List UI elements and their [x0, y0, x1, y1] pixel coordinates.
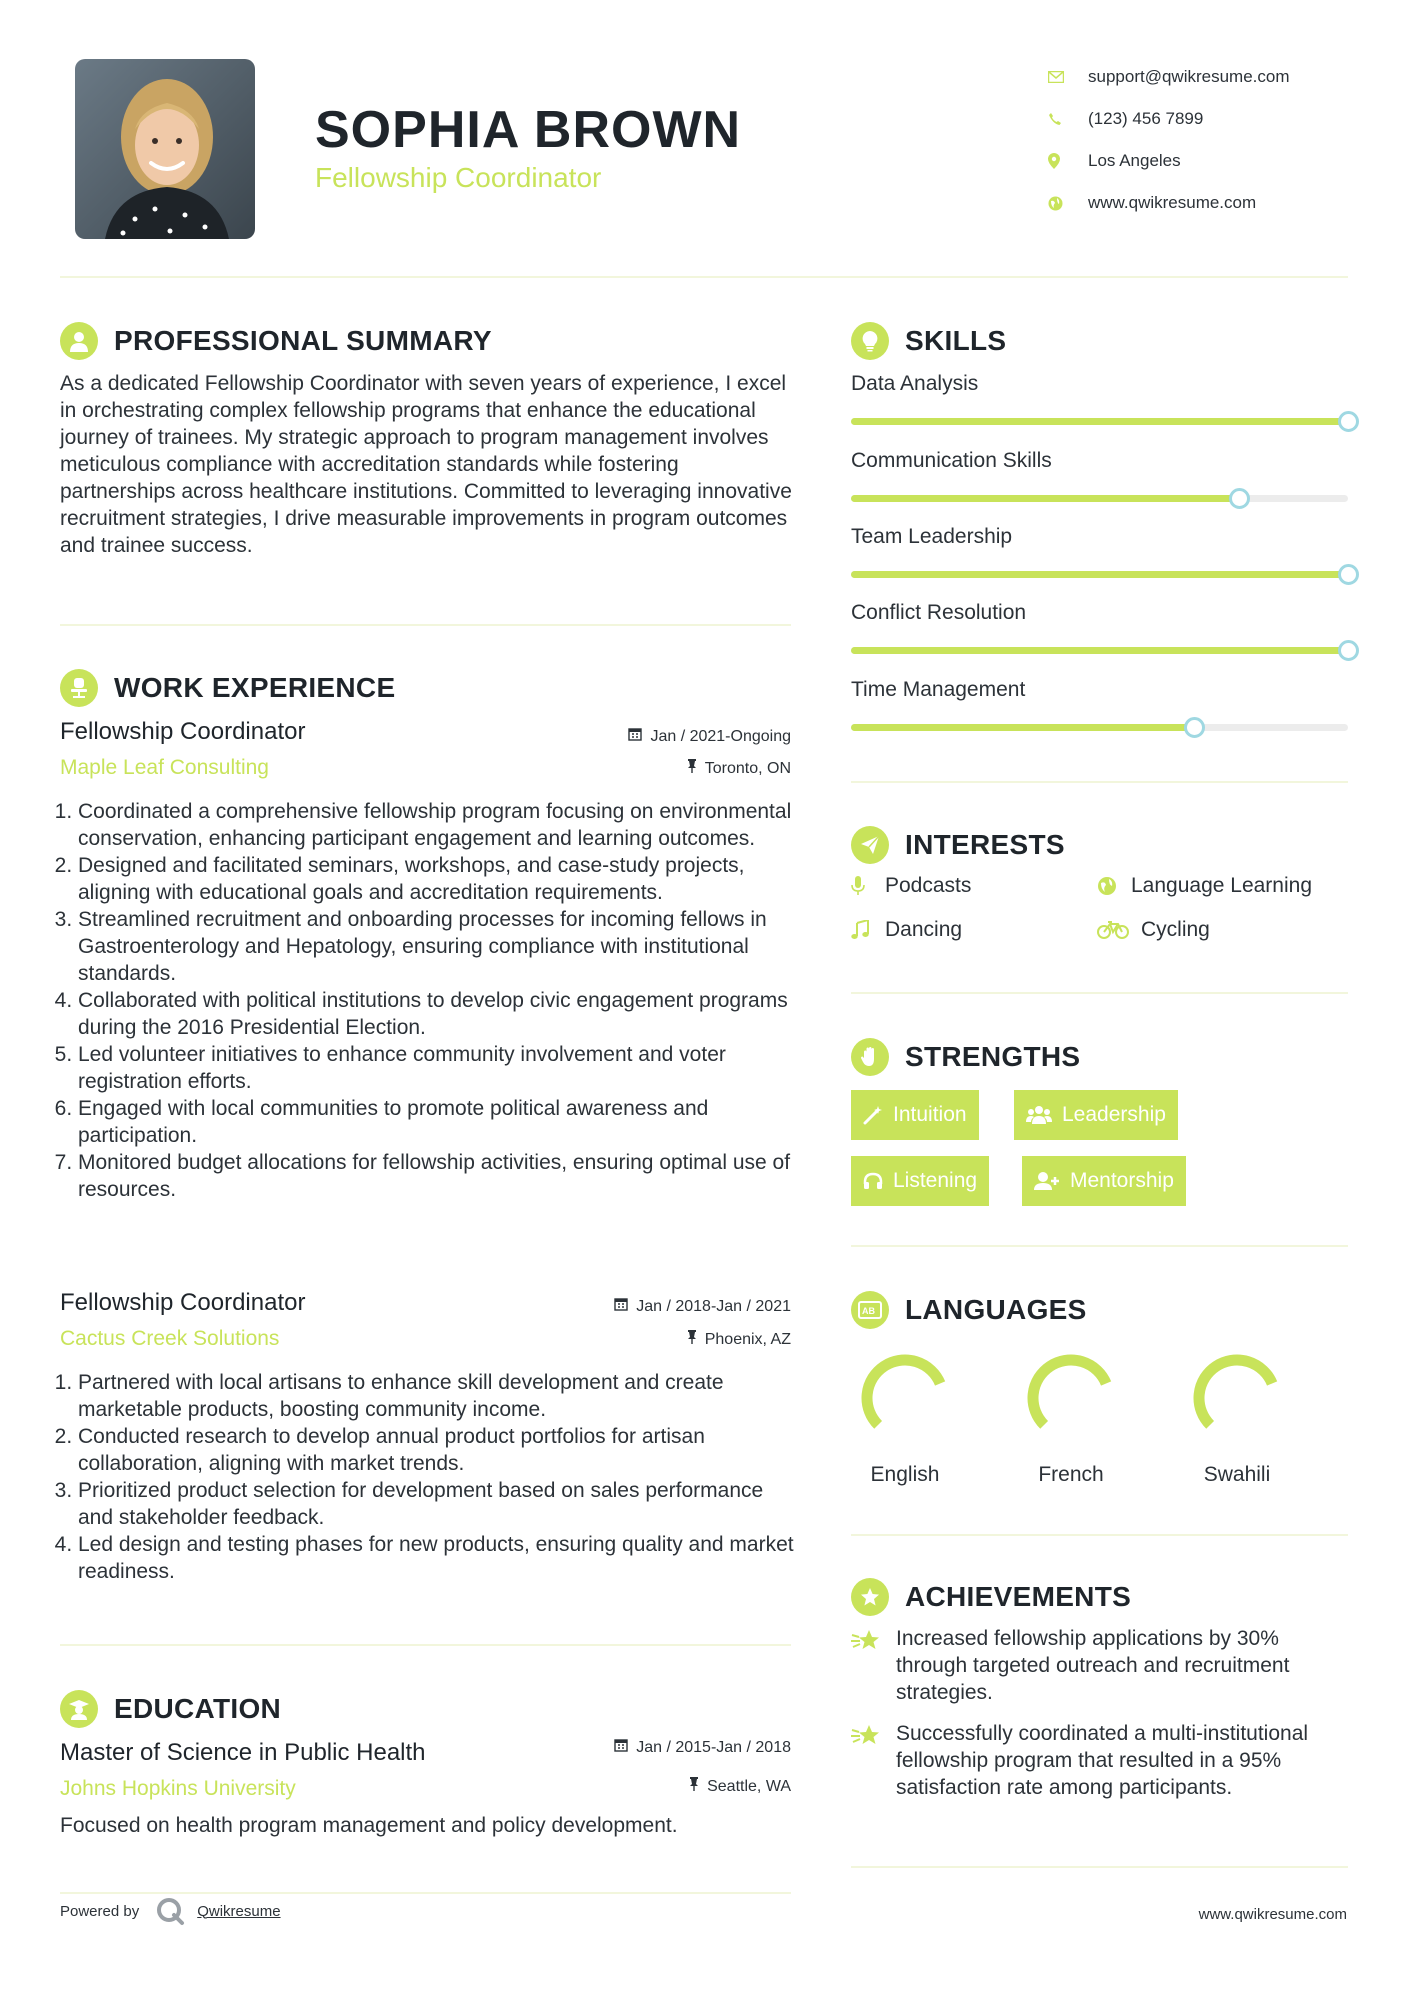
- strength-chip: [851, 1156, 989, 1206]
- language-item: [850, 1346, 960, 1487]
- skill-track: [851, 571, 1348, 578]
- strength-chip: [1022, 1156, 1186, 1206]
- skill-knob: [1184, 717, 1205, 738]
- interests-header: [851, 826, 1065, 864]
- strengths-header: [851, 1038, 1080, 1076]
- duty-item: 4. Collaborated with political institutions to develop civic engagement programs during the 2016 Presidential Election.: [78, 987, 800, 1041]
- graduate-icon: [60, 1690, 98, 1728]
- strengths-divider: [851, 1245, 1348, 1247]
- skill-knob: [1338, 640, 1359, 661]
- interest-item: [851, 918, 962, 942]
- achievement-text: Successfully coordinated a multi-institutional fellowship program that resulted in a 95% satisfaction rate among participants.: [896, 1722, 1309, 1799]
- language-arc: [867, 1360, 940, 1425]
- interest-label: Language Learning: [1131, 874, 1313, 897]
- skill-fill: [851, 418, 1348, 425]
- language-name: French: [1038, 1463, 1104, 1486]
- shooting-star-icon: [851, 1625, 896, 1706]
- duty-item: 3. Prioritized product selection for development based on sales performance and stakeholder feedback.: [78, 1477, 800, 1531]
- hand-icon: [851, 1038, 889, 1076]
- footer-powered-by: [60, 1896, 281, 1926]
- skill-name: Conflict Resolution: [851, 601, 1027, 624]
- interest-label: Cycling: [1141, 918, 1210, 941]
- contact-phone-text: (123) 456 7899: [1088, 109, 1204, 128]
- achievements-title: ACHIEVEMENTS: [905, 1581, 1132, 1612]
- interest-item: [1097, 874, 1312, 898]
- interest-label: Dancing: [885, 918, 963, 941]
- achievements-header: [851, 1578, 1131, 1616]
- globe-icon: [1097, 876, 1131, 896]
- candidate-name: SOPHIA BROWN: [315, 101, 742, 159]
- pushpin-icon: [687, 759, 697, 778]
- experience-divider: [60, 1644, 791, 1646]
- contact-email-text: support@qwikresume.com: [1088, 67, 1290, 86]
- bicycle-icon: [1097, 921, 1141, 939]
- skill-item: [851, 601, 1348, 625]
- contact-email[interactable]: [1048, 56, 1368, 98]
- footer-site[interactable]: www.qwikresume.com: [1198, 1906, 1347, 1923]
- experience-title: WORK EXPERIENCE: [114, 672, 396, 703]
- profile-photo: [75, 59, 255, 239]
- language-ring: [850, 1346, 960, 1446]
- duty-item: 3. Streamlined recruitment and onboarding processes for incoming fellows in Gastroenterology and Hepatology, ensuring compliance with institutional standards.: [78, 906, 800, 987]
- user-icon: [60, 322, 98, 360]
- strength-label: Mentorship: [1070, 1169, 1174, 1192]
- header-divider: [60, 276, 1348, 278]
- language-name: English: [870, 1463, 940, 1486]
- skill-track: [851, 418, 1348, 425]
- education-location-text: Seattle, WA: [707, 1777, 791, 1795]
- duty-item: 1. Partnered with local artisans to enhance skill development and create marketable products, boosting community income.: [78, 1369, 800, 1423]
- job-1-company: Maple Leaf Consulting: [60, 756, 269, 779]
- job-1-title: Fellowship Coordinator: [60, 718, 306, 745]
- duty-item: 6. Engaged with local communities to promote political awareness and participation.: [78, 1095, 800, 1149]
- chair-icon: [60, 669, 98, 707]
- skill-knob: [1338, 411, 1359, 432]
- experience-header: [60, 669, 395, 707]
- envelope-icon: [1048, 71, 1088, 83]
- skill-knob: [1229, 488, 1250, 509]
- skill-fill: [851, 571, 1348, 578]
- pushpin-icon: [687, 1330, 697, 1349]
- interest-item: [851, 874, 971, 898]
- strength-chip: [851, 1090, 979, 1140]
- phone-icon: [1048, 112, 1088, 126]
- contact-location: [1048, 140, 1368, 182]
- calendar-icon: [614, 1297, 628, 1316]
- language-ring: [1182, 1346, 1292, 1446]
- contact-list: [1048, 56, 1368, 224]
- qwikresume-link[interactable]: Qwikresume: [197, 1902, 281, 1920]
- job-2-dates-text: Jan / 2018-Jan / 2021: [636, 1297, 791, 1315]
- skill-item: [851, 449, 1348, 473]
- skills-header: [851, 322, 1006, 360]
- duty-item: 1. Coordinated a comprehensive fellowship program focusing on environmental conservation, enhancing participant engagement and learning outcomes.: [78, 798, 800, 852]
- strength-chip: [1014, 1090, 1178, 1140]
- strength-label: Intuition: [893, 1103, 967, 1126]
- summary-text: As a dedicated Fellowship Coordinator with seven years of experience, I excel in orchestrating complex fellowship programs that enhance the educational journey of trainees. My strategic approach to program management involves meticulous compliance with accreditation standards while fostering partnerships across healthcare institutions. Committed to leveraging innovative recruitment strategies, I drive measurable improvements in program outcomes and trainee success.: [60, 372, 792, 557]
- star-badge-icon: [851, 1578, 889, 1616]
- strengths-title: STRENGTHS: [905, 1041, 1081, 1072]
- language-name: Swahili: [1203, 1463, 1271, 1486]
- lightbulb-icon: [851, 322, 889, 360]
- language-ring: [1016, 1346, 1126, 1446]
- education-dates: [614, 1738, 791, 1757]
- interest-label: Podcasts: [885, 874, 972, 897]
- skill-name: Time Management: [851, 678, 1026, 701]
- language-item: [1182, 1346, 1292, 1487]
- skill-item: [851, 525, 1348, 549]
- microphone-icon: [851, 876, 885, 896]
- skill-name: Team Leadership: [851, 525, 1013, 548]
- skill-name: Data Analysis: [851, 372, 979, 395]
- job-2-title: Fellowship Coordinator: [60, 1289, 306, 1316]
- education-dates-text: Jan / 2015-Jan / 2018: [636, 1738, 791, 1756]
- skill-track: [851, 495, 1348, 502]
- achievements-divider: [851, 1866, 1348, 1868]
- languages-header: [851, 1291, 1087, 1329]
- calendar-icon: [614, 1738, 628, 1757]
- skill-knob: [1338, 564, 1359, 585]
- footer-divider: [60, 1892, 791, 1894]
- skill-fill: [851, 495, 1239, 502]
- skill-fill: [851, 647, 1348, 654]
- strength-label: Listening: [893, 1169, 978, 1192]
- summary-divider: [60, 624, 791, 626]
- education-school: Johns Hopkins University: [60, 1777, 296, 1800]
- headphones-icon: [863, 1172, 883, 1190]
- pushpin-icon: [689, 1777, 699, 1796]
- user-plus-icon: [1034, 1171, 1060, 1191]
- duty-item: 2. Conducted research to develop annual product portfolios for artisan collaboration, aligning with market trends.: [78, 1423, 800, 1477]
- achievement-item: [851, 1625, 1348, 1706]
- language-icon: [851, 1291, 889, 1329]
- skill-fill: [851, 724, 1194, 731]
- location-pin-icon: [1048, 153, 1088, 169]
- education-description: Focused on health program management and policy development.: [60, 1814, 678, 1837]
- calendar-icon: [628, 727, 642, 746]
- globe-icon: [1048, 196, 1088, 211]
- language-item: [1016, 1346, 1126, 1487]
- qwikresume-logo-icon: [155, 1896, 185, 1926]
- job-1-duties: [60, 798, 800, 1203]
- powered-by-label: Powered by: [60, 1902, 140, 1920]
- interests-title: INTERESTS: [905, 829, 1065, 860]
- duty-item: 4. Led design and testing phases for new products, ensuring quality and market readiness.: [78, 1531, 800, 1585]
- achievement-text: Increased fellowship applications by 30% through targeted outreach and recruitment strategies.: [896, 1627, 1290, 1704]
- interests-divider: [851, 992, 1348, 994]
- duty-item: 5. Led volunteer initiatives to enhance community involvement and voter registration efforts.: [78, 1041, 800, 1095]
- job-2-duties: [60, 1369, 800, 1585]
- skills-title: SKILLS: [905, 325, 1007, 356]
- interest-item: [1097, 918, 1210, 942]
- skill-item: [851, 678, 1348, 702]
- contact-website[interactable]: [1048, 182, 1368, 224]
- strength-label: Leadership: [1062, 1103, 1166, 1126]
- skill-name: Communication Skills: [851, 449, 1052, 472]
- job-2-dates: [614, 1297, 791, 1316]
- contact-location-text: Los Angeles: [1088, 151, 1181, 170]
- education-degree: Master of Science in Public Health: [60, 1739, 426, 1766]
- job-1-location: [687, 759, 791, 778]
- language-arc: [1033, 1360, 1106, 1425]
- duty-item: 7. Monitored budget allocations for fellowship activities, ensuring optimal use of resources.: [78, 1149, 800, 1203]
- paper-plane-icon: [851, 826, 889, 864]
- candidate-role: Fellowship Coordinator: [315, 162, 602, 193]
- languages-title: LANGUAGES: [905, 1294, 1087, 1325]
- education-location: [689, 1777, 791, 1796]
- education-title: EDUCATION: [114, 1693, 282, 1724]
- music-note-icon: [851, 920, 885, 940]
- contact-phone[interactable]: [1048, 98, 1368, 140]
- job-2-company: Cactus Creek Solutions: [60, 1327, 280, 1350]
- languages-divider: [851, 1534, 1348, 1536]
- job-1-dates: [628, 727, 791, 746]
- language-arc: [1199, 1360, 1272, 1425]
- users-icon: [1026, 1105, 1052, 1125]
- magic-wand-icon: [863, 1105, 883, 1125]
- job-2-location-text: Phoenix, AZ: [704, 1330, 791, 1348]
- skills-divider: [851, 781, 1348, 783]
- education-header: [60, 1690, 281, 1728]
- achievement-item: [851, 1720, 1348, 1801]
- summary-title: PROFESSIONAL SUMMARY: [114, 325, 492, 356]
- job-1-location-text: Toronto, ON: [704, 759, 791, 777]
- svg-text:AB: AB: [862, 1306, 875, 1316]
- shooting-star-icon: [851, 1720, 896, 1801]
- job-1-dates-text: Jan / 2021-Ongoing: [650, 727, 791, 745]
- skill-track: [851, 724, 1348, 731]
- summary-header: [60, 322, 492, 360]
- skill-item: [851, 372, 1348, 396]
- job-2-location: [687, 1330, 791, 1349]
- skill-track: [851, 647, 1348, 654]
- duty-item: 2. Designed and facilitated seminars, workshops, and case-study projects, aligning with educational goals and accreditation requirements.: [78, 852, 800, 906]
- contact-website-text: www.qwikresume.com: [1088, 193, 1257, 212]
